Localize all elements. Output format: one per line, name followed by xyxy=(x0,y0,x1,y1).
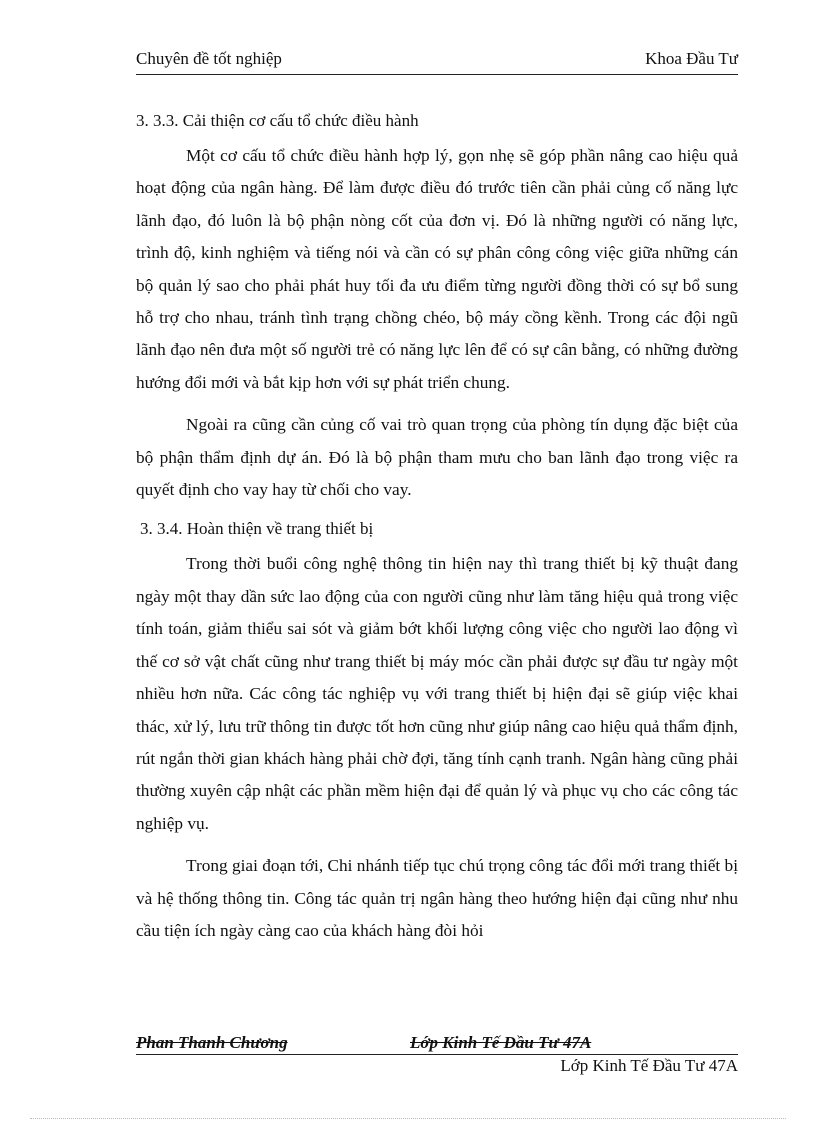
header-left-title: Chuyên đề tốt nghiệp xyxy=(136,49,282,68)
document-body xyxy=(136,108,738,957)
paragraph: Một cơ cấu tổ chức điều hành hợp lý, gọn nhẹ sẽ góp phần nâng cao hiệu quả hoạt động của ngân hàng. Để làm được điều đó trước tiên cần phải củng cố năng lực lãnh đạo, đó luôn là bộ phận nòng cốt của đơn vị. Đó là những người có năng lực, trình độ, kinh nghiệm và tiếng nói và cần có sự phân công công việc giữa những cán bộ quản lý sao cho phải phát huy tối đa ưu điểm từng người đồng thời có sự bổ sung hỗ trợ cho nhau, tránh tình trạng chồng chéo, bộ máy cồng kềnh. Trong các đội ngũ lãnh đạo nên đưa một số người trẻ có năng lực lên để có sự cân bằng, có những đường hướng đổi mới và bắt kịp hơn với sự phát triển chung. xyxy=(136,146,738,392)
page-header xyxy=(136,48,738,75)
footer-class: Lớp Kinh Tế Đầu Tư 47A xyxy=(560,1056,738,1075)
paragraph: Trong giai đoạn tới, Chi nhánh tiếp tục chú trọng công tác đổi mới trang thiết bị và hệ thống thông tin. Công tác quản trị ngân hàng theo hướng hiện đại cũng như nhu cầu tiện ích ngày càng cao của khách hàng đòi hỏi xyxy=(136,856,738,940)
header-right-title: Khoa Đầu Tư xyxy=(645,49,738,68)
paragraph: Ngoài ra cũng cần củng cố vai trò quan trọng của phòng tín dụng đặc biệt của bộ phận thẩm định dự án. Đó là bộ phận tham mưu cho ban lãnh đạo trong việc ra quyết định cho vay hay từ chối cho vay. xyxy=(136,415,738,500)
section-heading-3-3-3: 3. 3.3. Cải thiện cơ cấu tổ chức điều hành xyxy=(136,111,419,130)
footer-author: Phan Thanh Chương xyxy=(136,1033,288,1052)
page-bottom-divider xyxy=(30,1118,786,1119)
footer-class-struck: Lớp Kinh Tế Đầu Tư 47A xyxy=(410,1033,592,1052)
page-footer xyxy=(136,1032,738,1055)
section-heading-3-3-4: 3. 3.4. Hoàn thiện về trang thiết bị xyxy=(140,519,374,539)
paragraph: Trong thời buổi công nghệ thông tin hiện nay thì trang thiết bị kỹ thuật đang ngày một thay dần sức lao động của con người cũng như làm tăng hiệu quả trong việc tính toán, giảm thiểu sai sót và giảm bớt khối lượng công việc cho người lao động vì thế cơ sở vật chất cũng như trang thiết bị máy móc cần phải được sự đầu tư ngày một nhiều hơn nữa. Các công tác nghiệp vụ với trang thiết bị hiện đại sẽ giúp việc khai thác, xử lý, lưu trữ thông tin được tốt hơn cũng như giúp nâng cao hiệu quả thẩm định, rút ngắn thời gian khách hàng phải chờ đợi, tăng tính cạnh tranh. Ngân hàng cũng phải thường xuyên cập nhật các phần mềm hiện đại để quản lý và phục vụ cho các công tác nghiệp vụ. xyxy=(136,554,738,833)
